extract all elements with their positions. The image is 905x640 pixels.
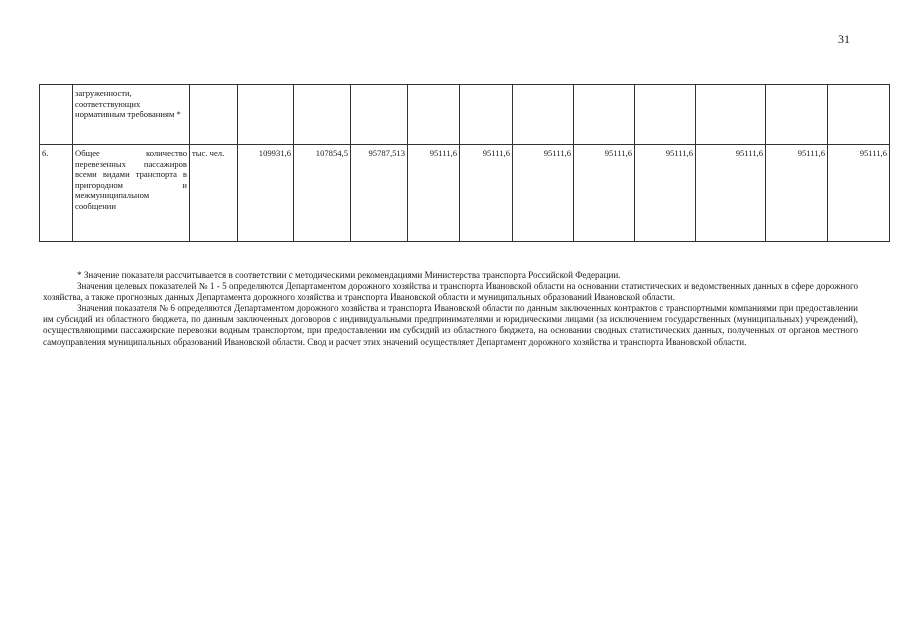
value-cell	[351, 85, 408, 145]
page-number: 31	[838, 32, 850, 46]
indicators-table	[39, 84, 890, 242]
row-number-cell	[40, 85, 73, 145]
footnotes	[43, 270, 858, 348]
indicator-name-cell: Общее количество перевезенных пассажиров всеми видами транспорта в пригородном и межмуниципальном сообщении	[73, 145, 190, 242]
value-cell: 95111,6	[408, 145, 460, 242]
value-cell: 95787,513	[351, 145, 408, 242]
value-cell	[696, 85, 766, 145]
value-cell	[238, 85, 294, 145]
value-cell: 95111,6	[766, 145, 828, 242]
unit-cell: тыс. чел.	[190, 145, 238, 242]
footnote-paragraph: * Значение показателя рассчитывается в соответствии с методическими рекомендациями Министерства транспорта Российской Федерации.	[77, 270, 621, 280]
footnote-paragraph: Значения целевых показателей № 1 - 5 определяются Департаментом дорожного хозяйства и транспорта Ивановской области на основании статистических и ведомственных данных в сфере дорожного хозяйства, а также прогнозных данных Департамента дорожного хозяйства и транспорта Ивановской области и муниципальных образований Ивановской области.	[43, 281, 858, 303]
table-row	[40, 145, 890, 242]
value-cell: 95111,6	[460, 145, 513, 242]
value-cell	[766, 85, 828, 145]
value-cell: 95111,6	[574, 145, 635, 242]
value-cell	[574, 85, 635, 145]
value-cell: 95111,6	[635, 145, 696, 242]
value-cell: 95111,6	[513, 145, 574, 242]
value-cell	[460, 85, 513, 145]
value-cell	[635, 85, 696, 145]
value-cell: 109931,6	[238, 145, 294, 242]
value-cell	[513, 85, 574, 145]
value-cell: 95111,6	[828, 145, 890, 242]
row-number-cell: 6.	[40, 145, 73, 242]
value-cell: 107854,5	[294, 145, 351, 242]
table-row	[40, 85, 890, 145]
value-cell	[408, 85, 460, 145]
value-cell	[294, 85, 351, 145]
unit-cell	[190, 85, 238, 145]
indicator-name-cell: загруженности, соответствующих нормативным требованиям *	[73, 85, 190, 145]
value-cell: 95111,6	[696, 145, 766, 242]
footnote-paragraph: Значения показателя № 6 определяются Департаментом дорожного хозяйства и транспорта Ивановской области по данным заключенных контрактов с транспортными компаниями при предоставлении им субсидий из областного бюджета, по данным заключенных договоров с индивидуальными предпринимателями и юридическими лицами (за исключением государственных (муниципальных) учреждений), осуществляющими пассажирские перевозки водным транспортом, при предоставлении им субсидий из областного бюджета, на основании сводных статистических данных, полученных от органов местного самоуправления муниципальных образований Ивановской области. Свод и расчет этих значений осуществляет Департамент дорожного хозяйства и транспорта Ивановской области.	[43, 303, 858, 347]
value-cell	[828, 85, 890, 145]
